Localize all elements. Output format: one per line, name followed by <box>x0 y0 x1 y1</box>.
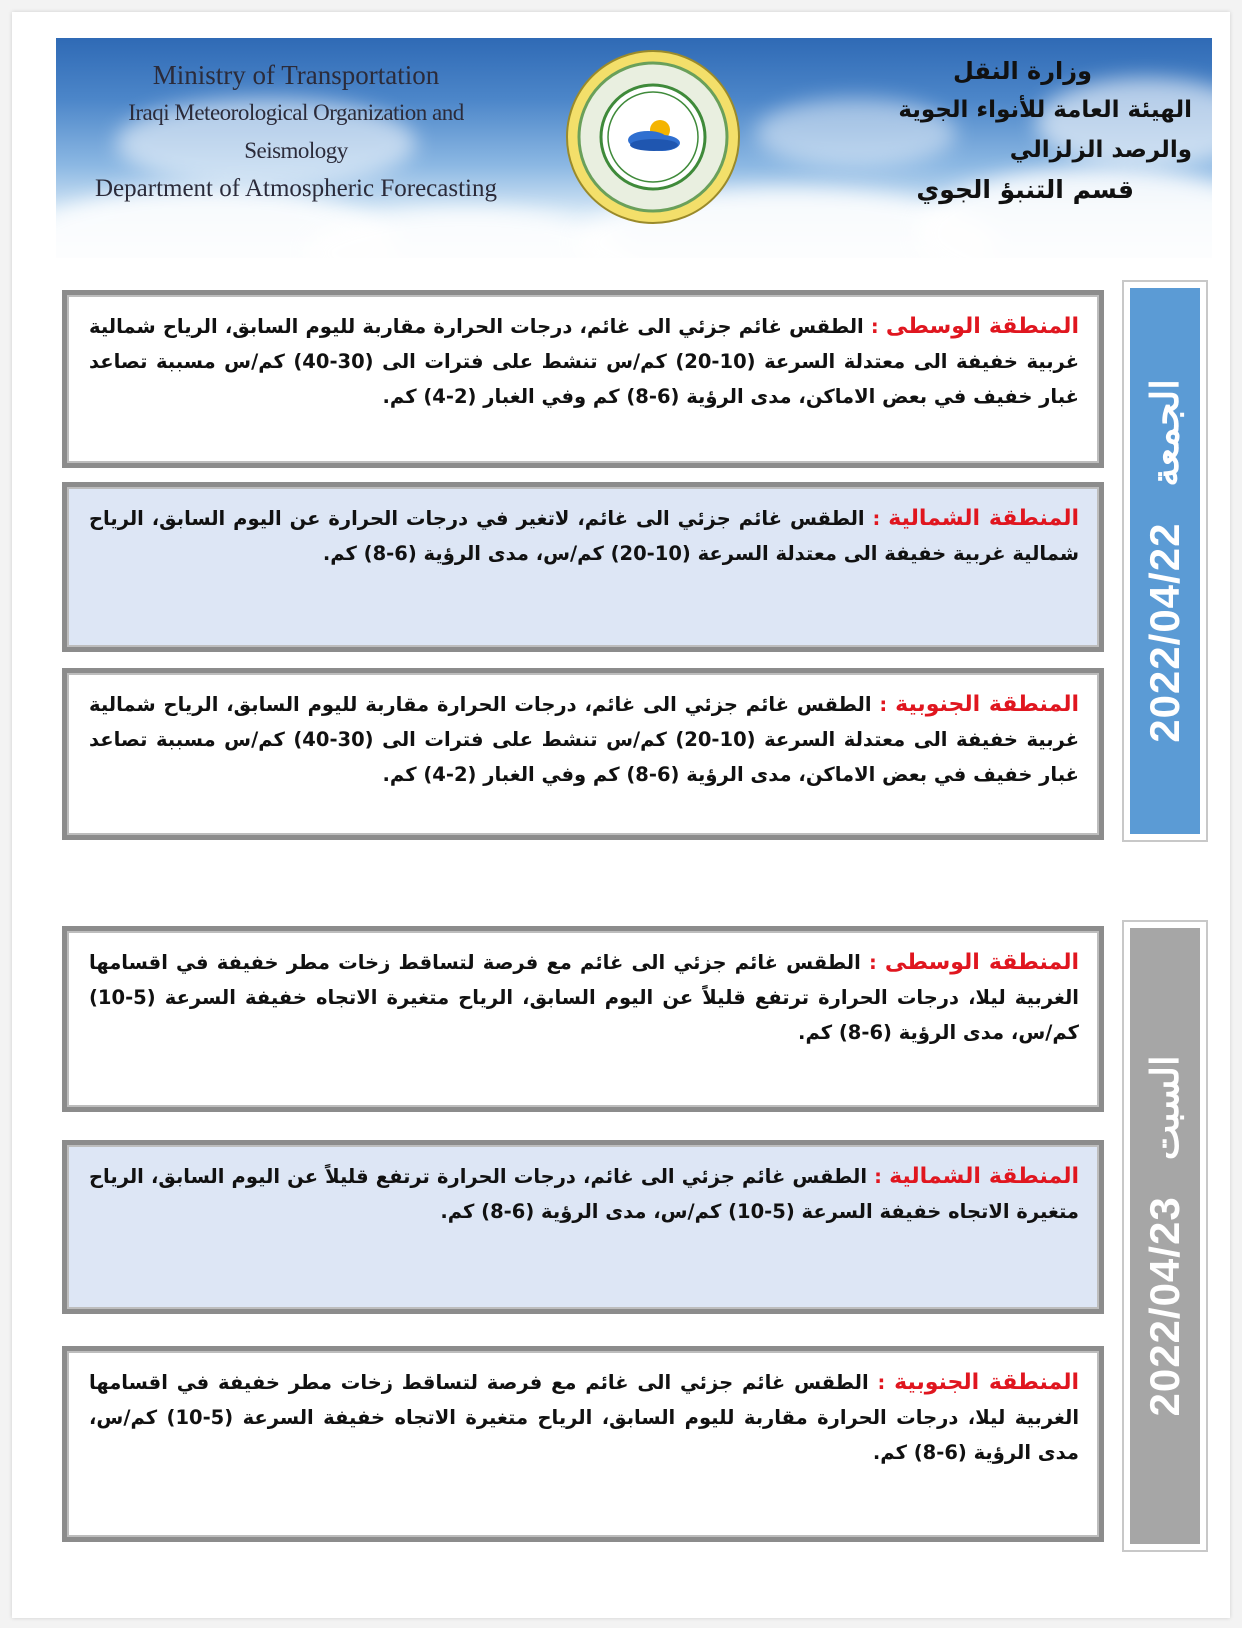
region-label: المنطقة الوسطى <box>884 950 1080 975</box>
region-separator: : <box>874 1165 882 1188</box>
organization-name-en: Iraqi Meteorological Organization and Seismology <box>128 100 464 163</box>
forecast-box-day1-central <box>62 290 1104 468</box>
ministry-name-en: Ministry of Transportation <box>152 60 440 90</box>
forecast-box-day2-central <box>62 926 1104 1112</box>
region-separator: : <box>877 1371 886 1394</box>
forecast-box-day1-south <box>62 668 1104 840</box>
region-label: المنطقة الجنوبية <box>895 692 1080 717</box>
forecast-text: الطقس غائم جزئي الى غائم، درجات الحرارة مقاربة لليوم السابق، الرياح شمالية غربية خفيفة الى معتدلة السرعة (10-20) كم/س تنشط على فترات الى (30-40) كم/س مسببة تصاعد غبار خفيف في بعض الاماكن، مدى الرؤية (6-8) كم وفي الغبار (2-4) كم. <box>89 693 1080 786</box>
organization-logo <box>564 48 742 226</box>
forecast-text: الطقس غائم جزئي الى غائم مع فرصة لتساقط زخات مطر خفيفة في اقسامها الغربية ليلا، درجات الحرارة ترتفع قليلاً عن اليوم السابق، الرياح متغيرة الاتجاه خفيفة السرعة (5-10) كم/س، مدى الرؤية (6-8) كم. <box>89 951 1079 1044</box>
forecast-box-day2-south <box>62 1346 1104 1542</box>
date-bar-day2 <box>1122 920 1208 1552</box>
forecast-box-day2-north <box>62 1140 1104 1314</box>
organization-name-ar: الهيئة العامة للأنواء الجوية والرصد الزلزالي <box>898 97 1192 163</box>
department-name-ar: قسم التنبؤ الجوي <box>916 175 1134 204</box>
region-label: المنطقة الشمالية <box>888 506 1080 531</box>
date-label-day2 <box>1141 1055 1189 1416</box>
forecast-text: الطقس غائم جزئي الى غائم، درجات الحرارة مقاربة لليوم السابق، الرياح شمالية غربية خفيفة الى معتدلة السرعة (10-20) كم/س تنشط على فترات الى (30-40) كم/س مسببة تصاعد غبار خفيف في بعض الاماكن، مدى الرؤية (6-8) كم وفي الغبار (2-4) كم. <box>89 315 1080 408</box>
day-name: الجمعة <box>1144 379 1187 487</box>
region-label: المنطقة الجنوبية <box>894 1370 1079 1395</box>
region-separator: : <box>870 315 879 338</box>
date-bar-day1 <box>1122 280 1208 842</box>
department-name-en: Department of Atmospheric Forecasting <box>95 175 497 202</box>
english-header <box>76 56 516 208</box>
forecast-box-day1-north <box>62 482 1104 652</box>
forecast-text: الطقس غائم جزئي الى غائم مع فرصة لتساقط زخات مطر خفيفة في اقسامها الغربية ليلا، درجات الحرارة مقاربة لليوم السابق، الرياح متغيرة الاتجاه خفيفة السرعة (5-10) كم/س، مدى الرؤية (6-8) كم. <box>89 1371 1079 1464</box>
date-text: 2022/04/23 <box>1141 1196 1188 1417</box>
day-name: السبت <box>1144 1055 1187 1161</box>
forecast-text: الطقس غائم جزئي الى غائم، درجات الحرارة ترتفع قليلاً عن اليوم السابق، الرياح متغيرة الاتجاه خفيفة السرعة (5-10) كم/س، مدى الرؤية (6-8) كم. <box>89 1165 1079 1223</box>
date-label-day1 <box>1141 379 1189 743</box>
arabic-header <box>832 52 1192 210</box>
region-separator: : <box>868 951 877 974</box>
header-banner <box>56 38 1212 258</box>
region-label: المنطقة الوسطى <box>885 314 1079 339</box>
ministry-name-ar: وزارة النقل <box>952 57 1092 85</box>
region-separator: : <box>879 693 888 716</box>
region-label: المنطقة الشمالية <box>889 1164 1080 1189</box>
forecast-text: الطقس غائم جزئي الى غائم، لاتغير في درجات الحرارة عن اليوم السابق، الرياح شمالية غربية خفيفة الى معتدلة السرعة (10-20) كم/س، مدى الرؤية (6-8) كم. <box>89 507 1079 565</box>
date-text: 2022/04/22 <box>1141 522 1188 743</box>
region-separator: : <box>872 507 881 530</box>
